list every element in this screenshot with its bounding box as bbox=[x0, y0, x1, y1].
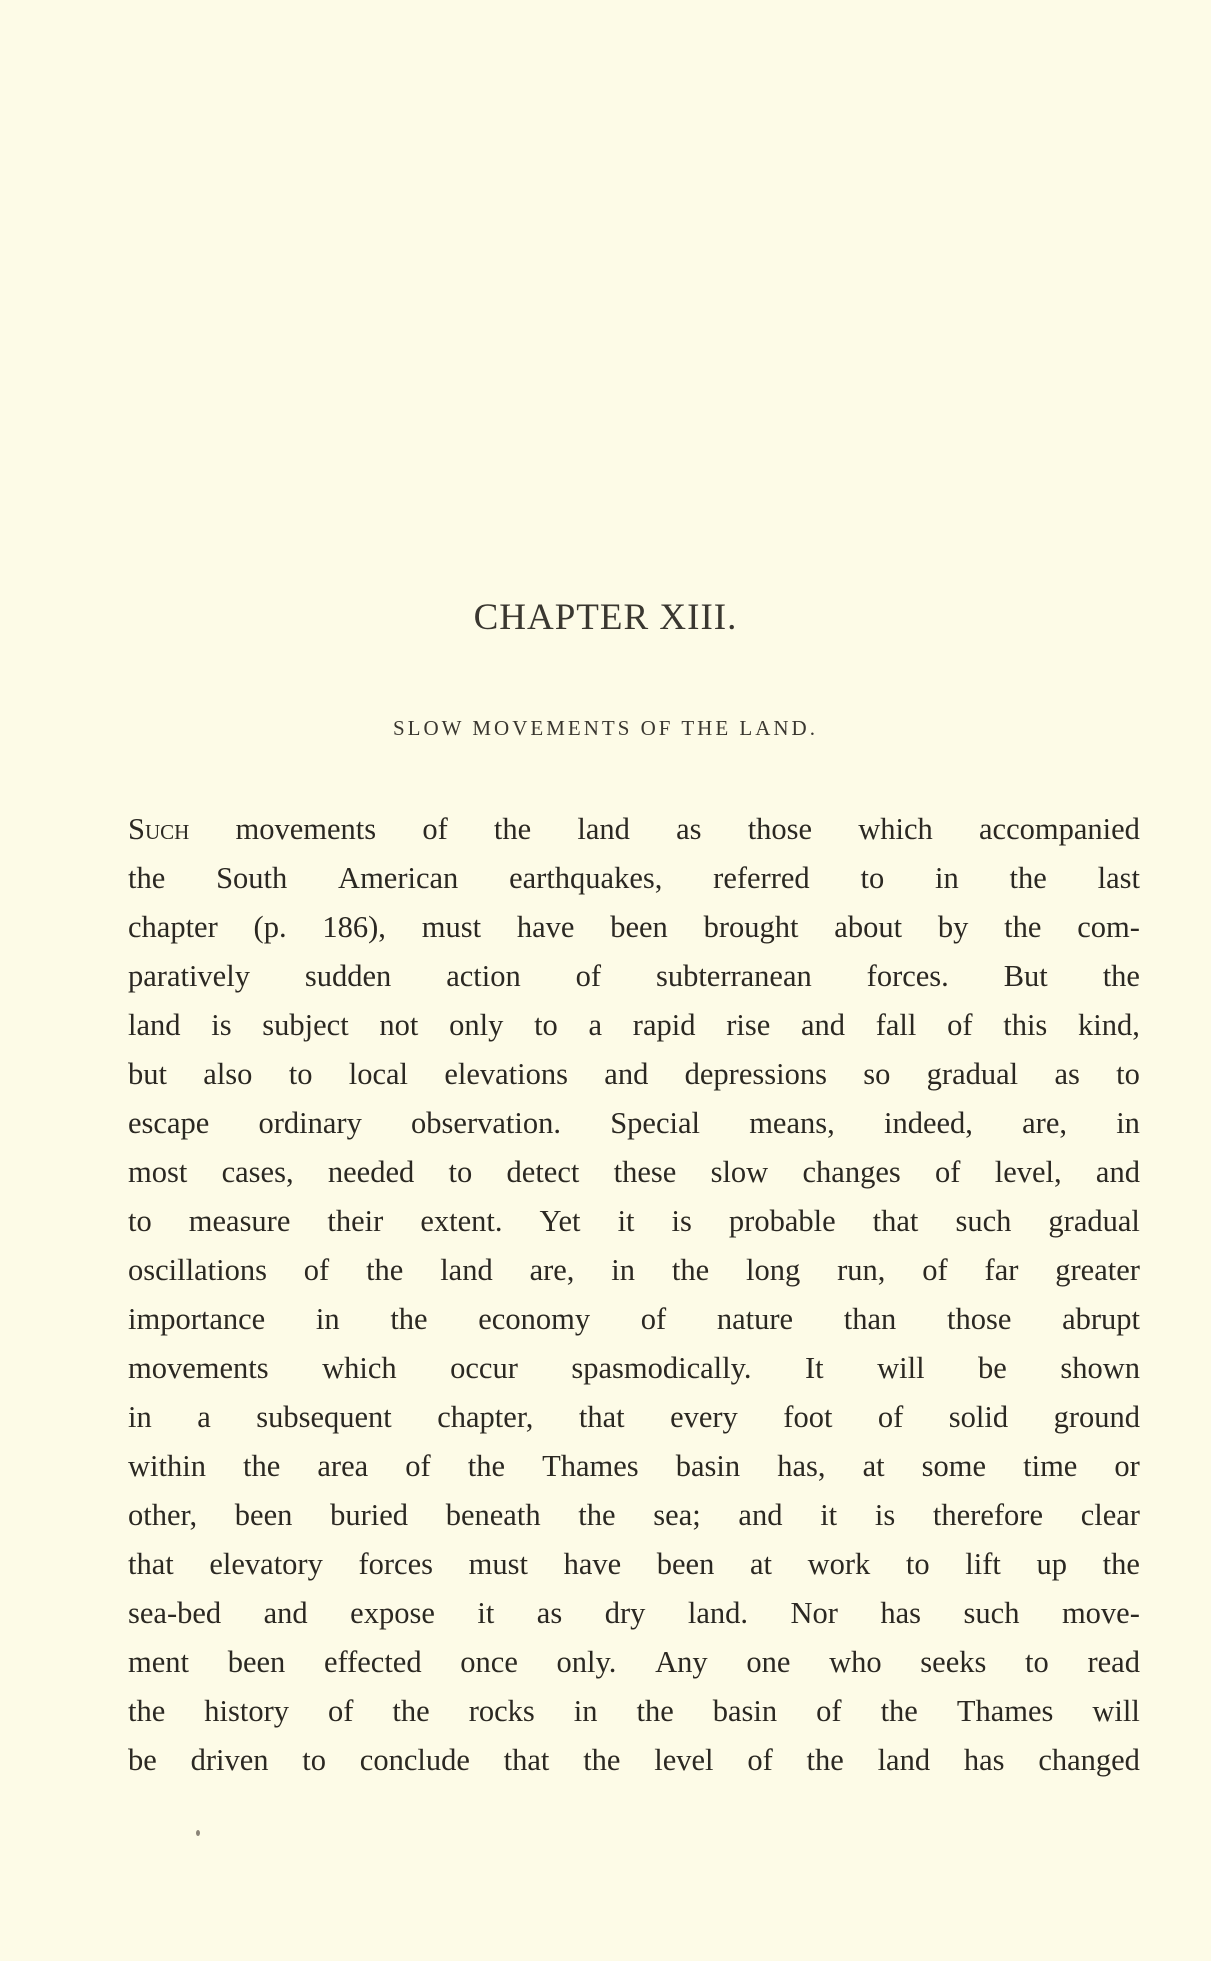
text-line: sea-bed and expose it as dry land. Nor has such move- bbox=[128, 1596, 1140, 1630]
text-line: other, been buried beneath the sea; and it is therefore clear bbox=[128, 1498, 1140, 1532]
text-line: ment been effected once only. Any one who seeks to read bbox=[128, 1645, 1140, 1679]
text-line: to measure their extent. Yet it is probable that such gradual bbox=[128, 1204, 1140, 1238]
text-line: within the area of the Thames basin has, at some time or bbox=[128, 1449, 1140, 1483]
text-line: the South American earthquakes, referred to in the last bbox=[128, 861, 1140, 895]
text-line: the history of the rocks in the basin of the Thames will bbox=[128, 1694, 1140, 1728]
text-line: Such movements of the land as those which accompanied bbox=[128, 812, 1140, 846]
text-line: be driven to conclude that the level of the land has changed bbox=[128, 1743, 1140, 1777]
text-line: land is subject not only to a rapid rise and fall of this kind, bbox=[128, 1008, 1140, 1042]
text-line: most cases, needed to detect these slow changes of level, and bbox=[128, 1155, 1140, 1189]
body-paragraph bbox=[128, 805, 1140, 1785]
text-line: but also to local elevations and depressions so gradual as to bbox=[128, 1057, 1140, 1091]
text-line: escape ordinary observation. Special means, indeed, are, in bbox=[128, 1106, 1140, 1140]
text-line: movements which occur spasmodically. It will be shown bbox=[128, 1351, 1140, 1385]
text-line: that elevatory forces must have been at work to lift up the bbox=[128, 1547, 1140, 1581]
text-line: in a subsequent chapter, that every foot of solid ground bbox=[128, 1400, 1140, 1434]
print-speck bbox=[196, 1830, 200, 1836]
chapter-subtitle: SLOW MOVEMENTS OF THE LAND. bbox=[393, 716, 818, 740]
text-line: oscillations of the land are, in the long run, of far greater bbox=[128, 1253, 1140, 1287]
text-line: importance in the economy of nature than those abrupt bbox=[128, 1302, 1140, 1336]
text-line: chapter (p. 186), must have been brought about by the com- bbox=[128, 910, 1140, 944]
chapter-title: CHAPTER XIII. bbox=[473, 597, 738, 638]
text-line: paratively sudden action of subterranean forces. But the bbox=[128, 959, 1140, 993]
